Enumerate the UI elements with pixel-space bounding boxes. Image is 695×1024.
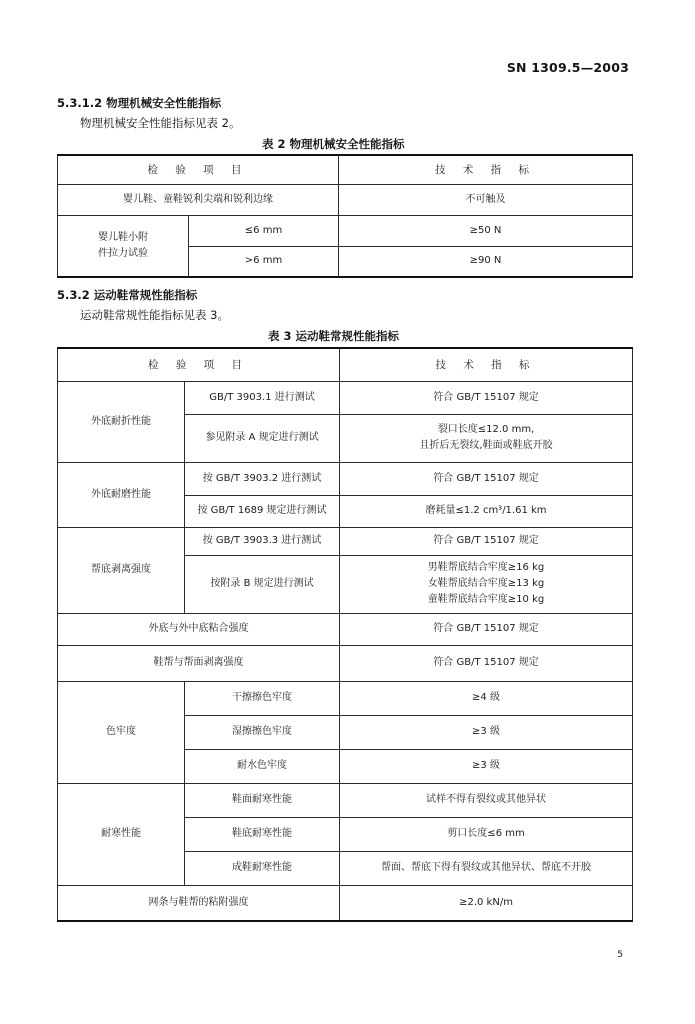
row-spec: ≥3 级 xyxy=(340,749,633,783)
table-row xyxy=(58,184,633,215)
row-spec: ≥4 级 xyxy=(340,681,633,715)
row-group: 帮底剥离强度 xyxy=(58,527,185,613)
table-row xyxy=(58,645,633,681)
spec-line-1: 裂口长度≤12.0 mm, xyxy=(437,424,535,435)
table-row xyxy=(58,681,633,715)
row-spec: 符合 GB/T 15107 规定 xyxy=(340,613,633,645)
header-item: 检 验 项 目 xyxy=(58,155,339,184)
row-item: 外底与外中底粘合强度 xyxy=(58,613,340,645)
spec-line-1: 男鞋帮底结合牢度≥16 kg xyxy=(427,562,545,573)
row-group: 外底耐磨性能 xyxy=(58,462,185,527)
row-condition: >6 mm xyxy=(189,246,339,277)
row-method: 鞋面耐寒性能 xyxy=(185,783,340,817)
group-line-2: 件拉力试验 xyxy=(98,247,148,259)
row-group xyxy=(58,215,189,277)
header-spec: 技 术 指 标 xyxy=(339,155,633,184)
section-heading-5-3-1-2: 5.3.1.2 物理机械安全性能指标 xyxy=(57,96,222,110)
row-method: 干擦擦色牢度 xyxy=(185,681,340,715)
table-row xyxy=(58,462,633,495)
row-spec: ≥50 N xyxy=(339,215,633,246)
table-row xyxy=(58,381,633,414)
row-method: 按 GB/T 3903.3 进行测试 xyxy=(185,527,340,555)
row-spec: 符合 GB/T 15107 规定 xyxy=(340,381,633,414)
row-spec: 帮面、帮底下得有裂纹或其他异状、帮底不开胶 xyxy=(340,851,633,885)
table-3 xyxy=(57,347,633,922)
row-method: 湿擦擦色牢度 xyxy=(185,715,340,749)
row-spec: 不可触及 xyxy=(339,184,633,215)
table-3-caption: 表 3 运动鞋常规性能指标 xyxy=(268,329,400,343)
row-group: 外底耐折性能 xyxy=(58,381,185,462)
table-header-row xyxy=(58,348,633,381)
row-spec: 符合 GB/T 15107 规定 xyxy=(340,645,633,681)
row-item: 婴儿鞋、童鞋锐利尖端和锐利边缘 xyxy=(58,184,339,215)
row-spec: 剪口长度≤6 mm xyxy=(340,817,633,851)
row-spec: 磨耗量≤1.2 cm³/1.61 km xyxy=(340,495,633,527)
table-row xyxy=(58,215,633,246)
header-item: 检 验 项 目 xyxy=(58,348,340,381)
group-line-1: 婴儿鞋小附 xyxy=(98,231,148,243)
row-spec: 试样不得有裂纹或其他异状 xyxy=(340,783,633,817)
table-row xyxy=(58,613,633,645)
standard-code: SN 1309.5—2003 xyxy=(506,60,629,75)
row-spec xyxy=(340,414,633,462)
section-body-5-3-2: 运动鞋常规性能指标见表 3。 xyxy=(80,308,229,322)
header-spec: 技 术 指 标 xyxy=(340,348,633,381)
table-header-row xyxy=(58,155,633,184)
spec-line-2: 女鞋帮底结合牢度≥13 kg xyxy=(427,578,545,589)
table-row xyxy=(58,783,633,817)
row-method: 按 GB/T 1689 规定进行测试 xyxy=(185,495,340,527)
row-group: 色牢度 xyxy=(58,681,185,783)
row-method: GB/T 3903.1 进行测试 xyxy=(185,381,340,414)
spec-line-3: 童鞋帮底结合牢度≥10 kg xyxy=(427,594,545,605)
row-condition: ≤6 mm xyxy=(189,215,339,246)
table-row xyxy=(58,885,633,921)
table-row xyxy=(58,527,633,555)
row-method: 按附录 B 规定进行测试 xyxy=(185,555,340,613)
page-number: 5 xyxy=(617,950,623,960)
section-body-5-3-1-2: 物理机械安全性能指标见表 2。 xyxy=(80,116,241,130)
row-spec: ≥90 N xyxy=(339,246,633,277)
row-group: 耐寒性能 xyxy=(58,783,185,885)
section-heading-5-3-2: 5.3.2 运动鞋常规性能指标 xyxy=(57,288,198,302)
row-spec xyxy=(340,555,633,613)
row-method: 参见附录 A 规定进行测试 xyxy=(185,414,340,462)
row-spec: ≥3 级 xyxy=(340,715,633,749)
table-2-caption: 表 2 物理机械安全性能指标 xyxy=(262,137,405,151)
row-spec: 符合 GB/T 15107 规定 xyxy=(340,462,633,495)
row-method: 成鞋耐寒性能 xyxy=(185,851,340,885)
row-method: 耐水色牢度 xyxy=(185,749,340,783)
row-spec: ≥2.0 kN/m xyxy=(340,885,633,921)
row-item: 网条与鞋帮的粘附强度 xyxy=(58,885,340,921)
row-spec: 符合 GB/T 15107 规定 xyxy=(340,527,633,555)
row-method: 鞋底耐寒性能 xyxy=(185,817,340,851)
row-item: 鞋帮与帮面剥离强度 xyxy=(58,645,340,681)
table-2 xyxy=(57,154,633,278)
spec-line-2: 且折后无裂纹,鞋面或鞋底开胶 xyxy=(419,440,553,451)
row-method: 按 GB/T 3903.2 进行测试 xyxy=(185,462,340,495)
